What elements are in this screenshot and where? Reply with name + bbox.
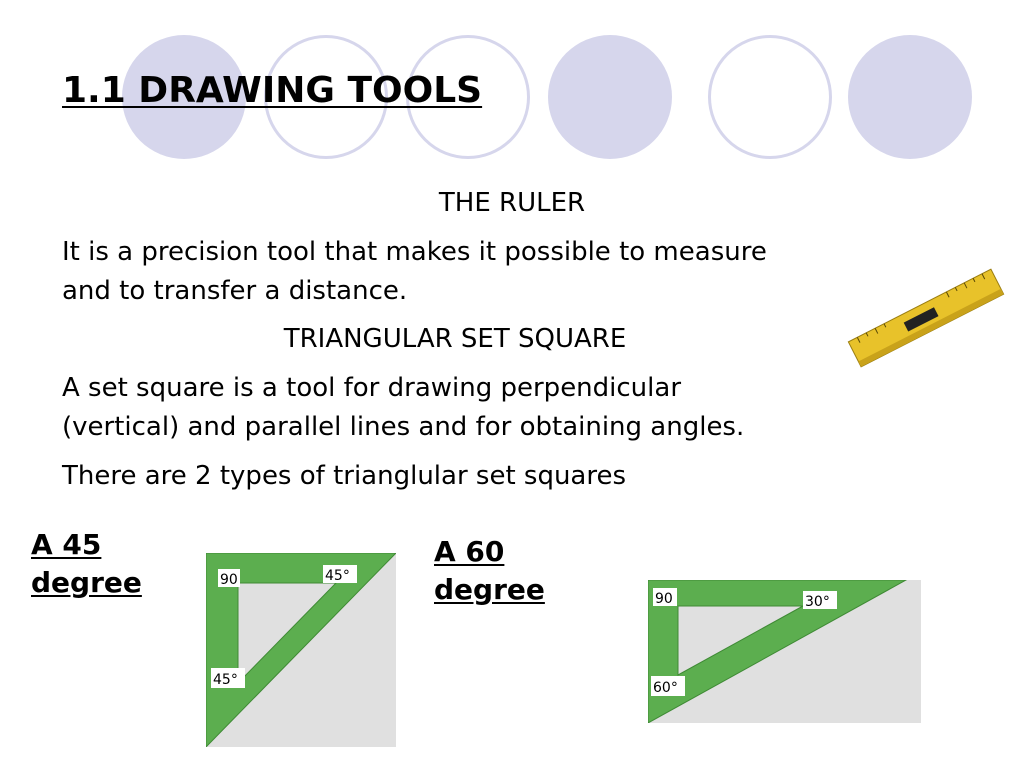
set-square-heading: TRIANGULAR SET SQUARE (283, 324, 627, 354)
ruler-image (846, 262, 1006, 374)
decor-circle-5 (708, 35, 832, 159)
set-square-60-mark-30: 30° (805, 594, 830, 610)
ruler-text-line2: and to transfer a distance. (62, 276, 408, 306)
set-square-45-mark-45-bottom: 45° (213, 672, 238, 688)
set-square-60-label-line2: degree (434, 573, 545, 606)
set-square-45-label-line1: A 45 (31, 528, 102, 561)
ruler-heading: THE RULER (438, 188, 586, 218)
set-square-60-mark-60: 60° (653, 680, 678, 696)
set-square-45-image (206, 553, 396, 747)
set-square-45-label-line2: degree (31, 566, 142, 599)
ruler-text-line1: It is a precision tool that makes it possible to measure (62, 237, 767, 267)
set-square-text-line2: (vertical) and parallel lines and for obtaining angles. (62, 412, 745, 442)
set-square-60-image (648, 580, 921, 723)
types-text: There are 2 types of trianglular set squares (62, 461, 627, 491)
slide-title: 1.1 DRAWING TOOLS (62, 70, 483, 111)
set-square-text-line1: A set square is a tool for drawing perpendicular (62, 373, 682, 403)
set-square-60-mark-90: 90 (655, 591, 673, 607)
set-square-45-mark-45-top: 45° (325, 568, 350, 584)
set-square-45-mark-90: 90 (220, 572, 238, 588)
set-square-60-label-line1: A 60 (434, 535, 505, 568)
decor-circle-4 (548, 35, 672, 159)
decor-circle-6 (848, 35, 972, 159)
